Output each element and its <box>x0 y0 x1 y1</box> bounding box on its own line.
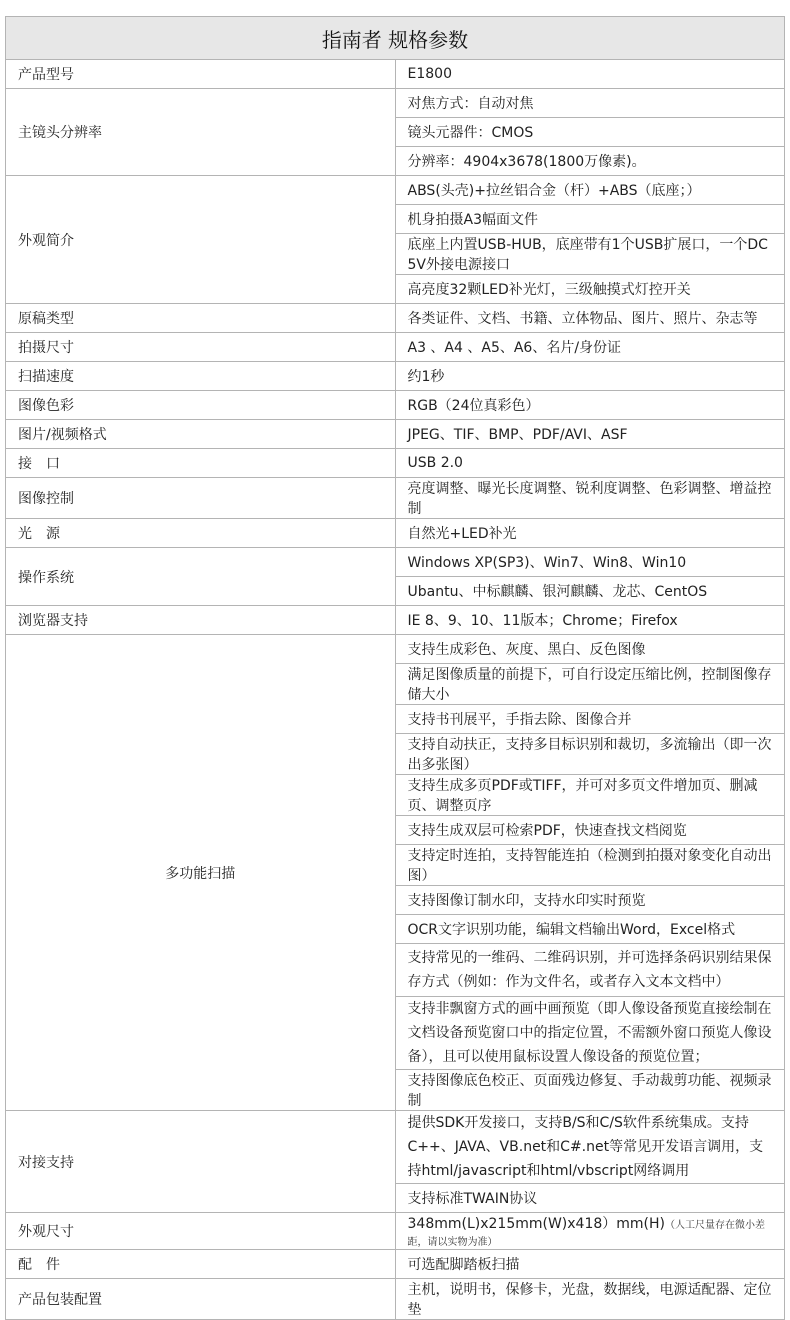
spec-label: 产品型号 <box>6 60 396 89</box>
spec-value <box>395 1070 785 1111</box>
spec-label: 配 件 <box>6 1250 396 1279</box>
spec-value-text: A3 、A4 、A5、A6、名片/身份证 <box>407 340 622 356</box>
spec-value <box>395 391 785 420</box>
spec-value <box>395 449 785 478</box>
spec-label: 图像控制 <box>6 478 396 519</box>
spec-value <box>395 478 785 519</box>
spec-label: 图片/视频格式 <box>6 420 396 449</box>
spec-value-text: 348mm(L)x215mm(W)x418）mm(H) <box>407 1216 666 1232</box>
spec-value <box>395 333 785 362</box>
spec-value-text: 对焦方式：自动对焦 <box>407 96 534 112</box>
spec-value <box>395 118 785 147</box>
spec-value <box>395 606 785 635</box>
spec-value <box>395 1250 785 1279</box>
spec-value-text: 机身拍摄A3幅面文件 <box>407 212 538 228</box>
spec-label: 多功能扫描 <box>6 635 396 1111</box>
spec-row <box>6 1111 785 1184</box>
spec-value <box>395 816 785 845</box>
spec-value-text: 支持生成彩色、灰度、黑白、反色图像 <box>407 642 646 658</box>
spec-row <box>6 1279 785 1320</box>
spec-value-text: ABS(头壳)+拉丝铝合金（杆）+ABS（底座；） <box>407 183 701 199</box>
spec-value <box>395 1213 785 1250</box>
spec-value-text: RGB（24位真彩色） <box>407 398 540 414</box>
page-title: 指南者 规格参数 <box>6 17 785 60</box>
spec-row <box>6 89 785 118</box>
spec-value <box>395 234 785 275</box>
spec-value <box>395 845 785 886</box>
spec-value-text: OCR文字识别功能，编辑文档输出Word，Excel格式 <box>407 922 736 938</box>
spec-sheet <box>5 16 785 1320</box>
spec-value-text: 支持自动扶正，支持多目标识别和裁切，多流输出（即一次出多张图） <box>407 737 772 773</box>
spec-label: 接 口 <box>6 449 396 478</box>
spec-value-text: 支持生成多页PDF或TIFF，并可对多页文件增加页、删减页、调整页序 <box>407 778 758 814</box>
spec-value-text: E1800 <box>407 66 452 82</box>
spec-value-text: 支持图像底色校正、页面残边修复、手动裁剪功能、视频录制 <box>407 1073 772 1109</box>
spec-value-text: IE 8、9、10、11版本；Chrome；Firefox <box>407 613 678 629</box>
spec-value <box>395 1184 785 1213</box>
spec-row <box>6 548 785 577</box>
spec-value <box>395 1111 785 1184</box>
spec-value-text: 支持非飘窗方式的画中画预览（即人像设备预览直接绘制在文档设备预览窗口中的指定位置，不需额外窗口预览人像设备），且可以使用鼠标设置人像设备的预览位置； <box>407 1001 772 1065</box>
spec-value-text: 镜头元器件：CMOS <box>407 125 534 141</box>
spec-row <box>6 391 785 420</box>
spec-value <box>395 577 785 606</box>
spec-value <box>395 548 785 577</box>
spec-value <box>395 60 785 89</box>
spec-value <box>395 886 785 915</box>
spec-note: （人工尺量存在微小差距，请以实物为准） <box>407 1220 766 1248</box>
spec-table <box>5 16 785 1320</box>
spec-value <box>395 1279 785 1320</box>
spec-value <box>395 734 785 775</box>
spec-value <box>395 519 785 548</box>
spec-row <box>6 362 785 391</box>
spec-row <box>6 420 785 449</box>
spec-value-text: Windows XP(SP3)、Win7、Win8、Win10 <box>407 555 687 571</box>
spec-row <box>6 519 785 548</box>
spec-value <box>395 664 785 705</box>
spec-label: 操作系统 <box>6 548 396 606</box>
spec-label: 原稿类型 <box>6 304 396 333</box>
spec-row <box>6 304 785 333</box>
spec-value <box>395 362 785 391</box>
spec-row <box>6 449 785 478</box>
spec-value-text: 支持常见的一维码、二维码识别，并可选择条码识别结果保存方式（例如：作为文件名，或者存入文本文档中） <box>407 950 772 990</box>
spec-value-text: 约1秒 <box>407 369 445 385</box>
spec-value <box>395 275 785 304</box>
spec-row <box>6 333 785 362</box>
spec-label: 浏览器支持 <box>6 606 396 635</box>
spec-row <box>6 176 785 205</box>
spec-value-text: 亮度调整、曝光长度调整、锐利度调整、色彩调整、增益控制 <box>407 481 772 517</box>
spec-value <box>395 205 785 234</box>
spec-value-text: 高亮度32颗LED补光灯，三级触摸式灯控开关 <box>407 282 691 298</box>
spec-value <box>395 997 785 1070</box>
spec-row <box>6 635 785 664</box>
spec-value-text: USB 2.0 <box>407 455 463 471</box>
spec-value-text: 支持图像订制水印，支持水印实时预览 <box>407 893 646 909</box>
spec-value <box>395 304 785 333</box>
spec-value-text: 提供SDK开发接口，支持B/S和C/S软件系统集成。支持C++、JAVA、VB.net和C#.net等常见开发语言调用，支持html/javascript和html/vbscript网络调用 <box>407 1115 764 1179</box>
spec-row <box>6 60 785 89</box>
spec-value-text: 支持生成双层可检索PDF，快速查找文档阅览 <box>407 823 687 839</box>
spec-value <box>395 147 785 176</box>
spec-value-text: 支持标准TWAIN协议 <box>407 1191 538 1207</box>
spec-value-text: 支持书刊展平，手指去除、图像合并 <box>407 712 632 728</box>
spec-row <box>6 1213 785 1250</box>
spec-value-text: JPEG、TIF、BMP、PDF/AVI、ASF <box>407 427 628 443</box>
spec-value-text: 满足图像质量的前提下，可自行设定压缩比例，控制图像存储大小 <box>407 667 772 703</box>
spec-value-text: 主机，说明书，保修卡，光盘，数据线，电源适配器、定位垫 <box>407 1282 772 1318</box>
spec-label: 拍摄尺寸 <box>6 333 396 362</box>
spec-value <box>395 944 785 997</box>
spec-row <box>6 606 785 635</box>
spec-value <box>395 420 785 449</box>
spec-value <box>395 915 785 944</box>
spec-value <box>395 635 785 664</box>
spec-label: 对接支持 <box>6 1111 396 1213</box>
spec-value-text: Ubantu、中标麒麟、银河麒麟、龙芯、CentOS <box>407 584 708 600</box>
spec-label: 光 源 <box>6 519 396 548</box>
spec-label: 外观简介 <box>6 176 396 304</box>
spec-value-text: 各类证件、文档、书籍、立体物品、图片、照片、杂志等 <box>407 311 758 327</box>
spec-row <box>6 1250 785 1279</box>
spec-value <box>395 89 785 118</box>
spec-value-text: 分辨率：4904x3678(1800万像素)。 <box>407 154 646 170</box>
spec-label: 主镜头分辨率 <box>6 89 396 176</box>
spec-label: 扫描速度 <box>6 362 396 391</box>
spec-label: 图像色彩 <box>6 391 396 420</box>
spec-value-text: 底座上内置USB-HUB，底座带有1个USB扩展口，一个DC 5V外接电源接口 <box>407 237 768 273</box>
spec-value <box>395 176 785 205</box>
spec-value <box>395 775 785 816</box>
spec-value-text: 自然光+LED补光 <box>407 526 517 542</box>
spec-value-text: 支持定时连拍，支持智能连拍（检测到拍摄对象变化自动出图） <box>407 848 772 884</box>
spec-row <box>6 478 785 519</box>
spec-label: 产品包装配置 <box>6 1279 396 1320</box>
spec-value <box>395 705 785 734</box>
spec-value-text: 可选配脚踏板扫描 <box>407 1257 520 1273</box>
spec-label: 外观尺寸 <box>6 1213 396 1250</box>
title-row <box>6 17 785 60</box>
